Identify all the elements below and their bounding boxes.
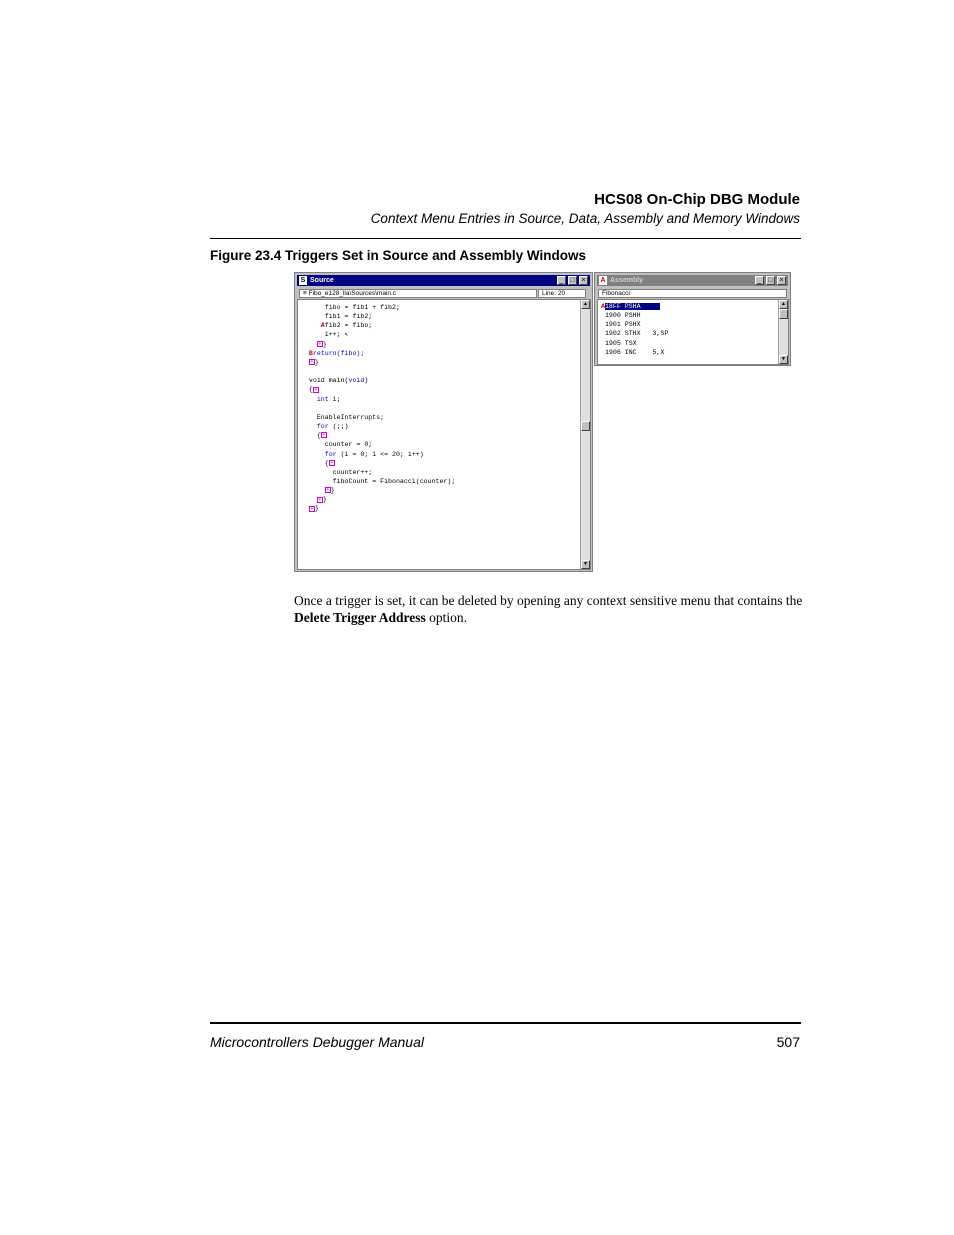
source-path: Fibo_e128_lla\Sources\main.c (308, 290, 397, 297)
code-keyword: void (348, 377, 365, 385)
asm-address: 1900 (604, 312, 621, 320)
code-keyword: int (316, 395, 329, 403)
trigger-b-marker[interactable]: B (308, 349, 313, 357)
asm-opcode: INC (624, 348, 637, 356)
source-icon: S (300, 277, 306, 284)
footer-rule (210, 1022, 801, 1024)
step-marker-icon[interactable]: + (318, 340, 322, 347)
code-line: } (314, 505, 319, 513)
step-marker-icon[interactable]: + (322, 432, 326, 439)
scroll-down-arrow-icon[interactable]: ▼ (581, 560, 590, 569)
step-marker-icon[interactable]: + (330, 459, 334, 466)
scroll-down-arrow-icon[interactable]: ▼ (779, 355, 788, 364)
code-line: ) (364, 377, 369, 385)
code-line: { (308, 386, 313, 394)
running-header-subtitle: Context Menu Entries in Source, Data, Assembly and Memory Windows (370, 211, 800, 226)
code-line: (i = 0; i <= 20; i++) (336, 450, 424, 458)
footer-manual-title: Microcontrollers Debugger Manual (210, 1034, 424, 1050)
code-line: (;;) (328, 423, 349, 431)
mouse-cursor-icon: ↖ (340, 331, 349, 339)
code-line: } (314, 358, 319, 366)
code-line: void main( (308, 377, 349, 385)
assembly-vertical-scrollbar[interactable] (778, 300, 788, 364)
page-number: 507 (776, 1034, 800, 1050)
step-marker-icon[interactable]: + (326, 487, 330, 494)
source-code (301, 303, 455, 514)
assembly-function-field (598, 289, 787, 298)
asm-address: 18FF (604, 303, 621, 310)
asm-address: 1905 (604, 339, 621, 347)
source-window-titlebar[interactable] (297, 275, 590, 286)
running-header-title: HCS08 On-Chip DBG Module (594, 191, 800, 208)
body-paragraph (294, 592, 804, 626)
code-line: fiboCount = Fibonacci(counter); (332, 477, 456, 485)
code-line: EnableInterrupts; (316, 413, 385, 421)
trigger-a-marker[interactable]: A (601, 303, 605, 310)
source-path-field (299, 289, 537, 298)
assembly-window-titlebar[interactable] (597, 275, 788, 286)
code-line: fib1 = fib2; (324, 313, 373, 321)
assembly-code-area[interactable] (597, 299, 789, 365)
code-line: fib2 = fibo; (324, 322, 373, 330)
step-marker-icon[interactable]: + (318, 496, 322, 503)
code-keyword: for (324, 450, 337, 458)
assembly-row-selected[interactable] (605, 303, 660, 310)
step-marker-icon[interactable]: + (310, 359, 314, 366)
code-line: } (322, 496, 327, 504)
asm-address: 1901 (604, 321, 621, 329)
code-line: counter++; (332, 468, 373, 476)
figure-caption: Figure 23.4 Triggers Set in Source and Assembly Windows (210, 248, 586, 263)
assembly-icon: A (600, 277, 606, 284)
asm-opcode: TSX (624, 339, 637, 347)
source-window-title: Source (310, 277, 334, 284)
asm-opcode: PSHA (624, 303, 641, 310)
asm-address: 1902 (604, 330, 621, 338)
code-line: i; (328, 395, 341, 403)
asm-opcode: PSHX (624, 321, 641, 329)
assembly-window-title: Assembly (610, 277, 644, 284)
minimize-button[interactable]: _ (755, 276, 764, 285)
code-line: counter = 0; (324, 441, 373, 449)
trigger-a-marker[interactable]: A (320, 322, 325, 330)
maximize-button[interactable]: □ (766, 276, 775, 285)
scroll-up-arrow-icon[interactable]: ▲ (581, 300, 590, 309)
line-info-field (538, 289, 586, 298)
scroll-thumb[interactable] (779, 309, 788, 319)
body-text-after: option. (425, 610, 467, 625)
close-button[interactable]: × (777, 276, 786, 285)
code-line: return(fibo); (312, 349, 365, 357)
body-bold-term: Delete Trigger Address (294, 610, 426, 625)
assembly-function: Fibonacci (602, 290, 630, 297)
assembly-window[interactable] (594, 272, 791, 366)
code-line: } (330, 487, 335, 495)
asm-operand: 5,X (652, 348, 665, 356)
close-button[interactable]: × (579, 276, 588, 285)
code-line: } (322, 340, 327, 348)
code-keyword: for (316, 423, 329, 431)
assembly-code (601, 302, 668, 357)
asm-address: 1906 (604, 348, 621, 356)
source-window[interactable] (294, 272, 593, 572)
step-marker-icon[interactable]: + (314, 386, 318, 393)
code-line: { (316, 432, 321, 440)
code-line: i++; (324, 331, 341, 339)
source-vertical-scrollbar[interactable] (580, 300, 590, 569)
line-info: Line: 20 (542, 290, 566, 297)
maximize-button[interactable]: □ (568, 276, 577, 285)
scroll-up-arrow-icon[interactable]: ▲ (779, 300, 788, 309)
code-line: { (324, 459, 329, 467)
body-text-before: Once a trigger is set, it can be deleted by opening any context sensitive menu that contains the (294, 593, 803, 608)
minimize-button[interactable]: _ (557, 276, 566, 285)
asm-opcode: PSHH (624, 312, 641, 320)
step-marker-icon[interactable]: + (310, 505, 314, 512)
asm-opcode: STHX (624, 330, 641, 338)
asm-operand: 3,SP (652, 330, 669, 338)
file-icon: ≡ (303, 290, 309, 297)
code-line: fibo = fib1 + fib2; (324, 304, 400, 311)
header-rule (210, 238, 801, 239)
source-code-area[interactable] (297, 299, 591, 570)
scroll-thumb[interactable] (581, 421, 590, 431)
